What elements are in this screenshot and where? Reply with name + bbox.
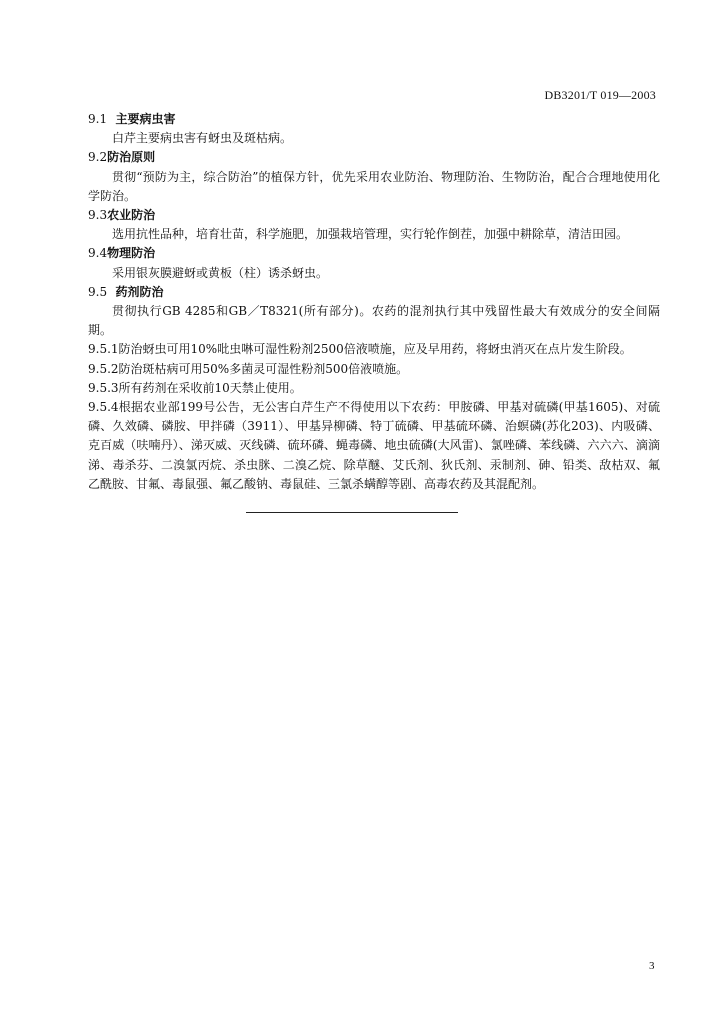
section-9-1-text: 白芹主要病虫害有蚜虫及斑枯病。 <box>112 131 293 146</box>
section-9-5-heading <box>88 283 660 302</box>
section-number: 9.2 <box>88 150 108 165</box>
section-9-2-heading <box>88 148 660 167</box>
section-title: 防治原则 <box>107 150 156 165</box>
clause-9-5-3: 9.5.3所有药剂在采收前10天禁止使用。 <box>88 380 302 395</box>
section-title: 物理防治 <box>107 246 156 261</box>
clause-9-5-4: 9.5.4根据农业部199号公告，无公害白芹生产不得使用以下农药：甲胺磷、甲基对硫磷(甲基1605)、对硫磷、久效磷、磷胺、甲拌磷（3911）、甲基异柳磷、特丁硫磷、甲基硫环磷、治螟磷(苏化203)、内吸磷、克百威（呋喃丹）、涕灭威、灭线磷、硫环磷、蝇毒磷、地虫硫磷(大风雷)、氯唑磷、苯线磷、六六六、滴滴涕、毒杀芬、二溴氯丙烷、杀虫脒、二溴乙烷、除草醚、艾氏剂、狄氏剂、汞制剂、砷、铅类、敌枯双、氟乙酰胺、甘氟、毒鼠强、氟乙酸钠、毒鼠硅、三氯杀螨醇等剧、高毒农药及其混配剂。 <box>88 400 660 491</box>
end-divider <box>246 512 458 513</box>
section-9-3-heading <box>88 206 660 225</box>
section-number: 9.4 <box>88 246 108 261</box>
section-number: 9.1 <box>88 112 108 126</box>
section-9-5-text: 贯彻执行GB 4285和GB／T8321(所有部分)。农药的混剂执行其中残留性最大有效成分的安全间隔期。 <box>88 304 660 338</box>
section-title: 农业防治 <box>107 208 156 223</box>
clause-9-5-1: 9.5.1防治蚜虫可用10%吡虫啉可湿性粉剂2500倍液喷施，应及早用药，将蚜虫消灭在点片发生阶段。 <box>88 342 632 357</box>
section-number: 9.5 <box>88 284 108 299</box>
page-number: 3 <box>649 960 655 972</box>
section-9-2-text: 贯彻“预防为主，综合防治”的植保方针，优先采用农业防治、物理防治、生物防治，配合合理地使用化学防治。 <box>88 169 660 203</box>
section-title: 药剂防治 <box>115 284 164 299</box>
section-title: 主要病虫害 <box>115 112 176 126</box>
section-9-1-heading <box>88 110 660 129</box>
document-body <box>88 110 660 494</box>
document-code: DB3201/T 019—2003 <box>544 88 656 102</box>
section-9-3-text: 选用抗性品种，培育壮苗，科学施肥，加强栽培管理，实行轮作倒茬，加强中耕除草，清洁田园。 <box>112 227 629 242</box>
section-9-4-heading <box>88 244 660 263</box>
section-9-4-text: 采用银灰膜避蚜或黄板（柱）诱杀蚜虫。 <box>112 265 329 280</box>
clause-9-5-2: 9.5.2防治斑枯病可用50%多菌灵可湿性粉剂500倍液喷施。 <box>88 361 409 376</box>
section-number: 9.3 <box>88 208 108 223</box>
